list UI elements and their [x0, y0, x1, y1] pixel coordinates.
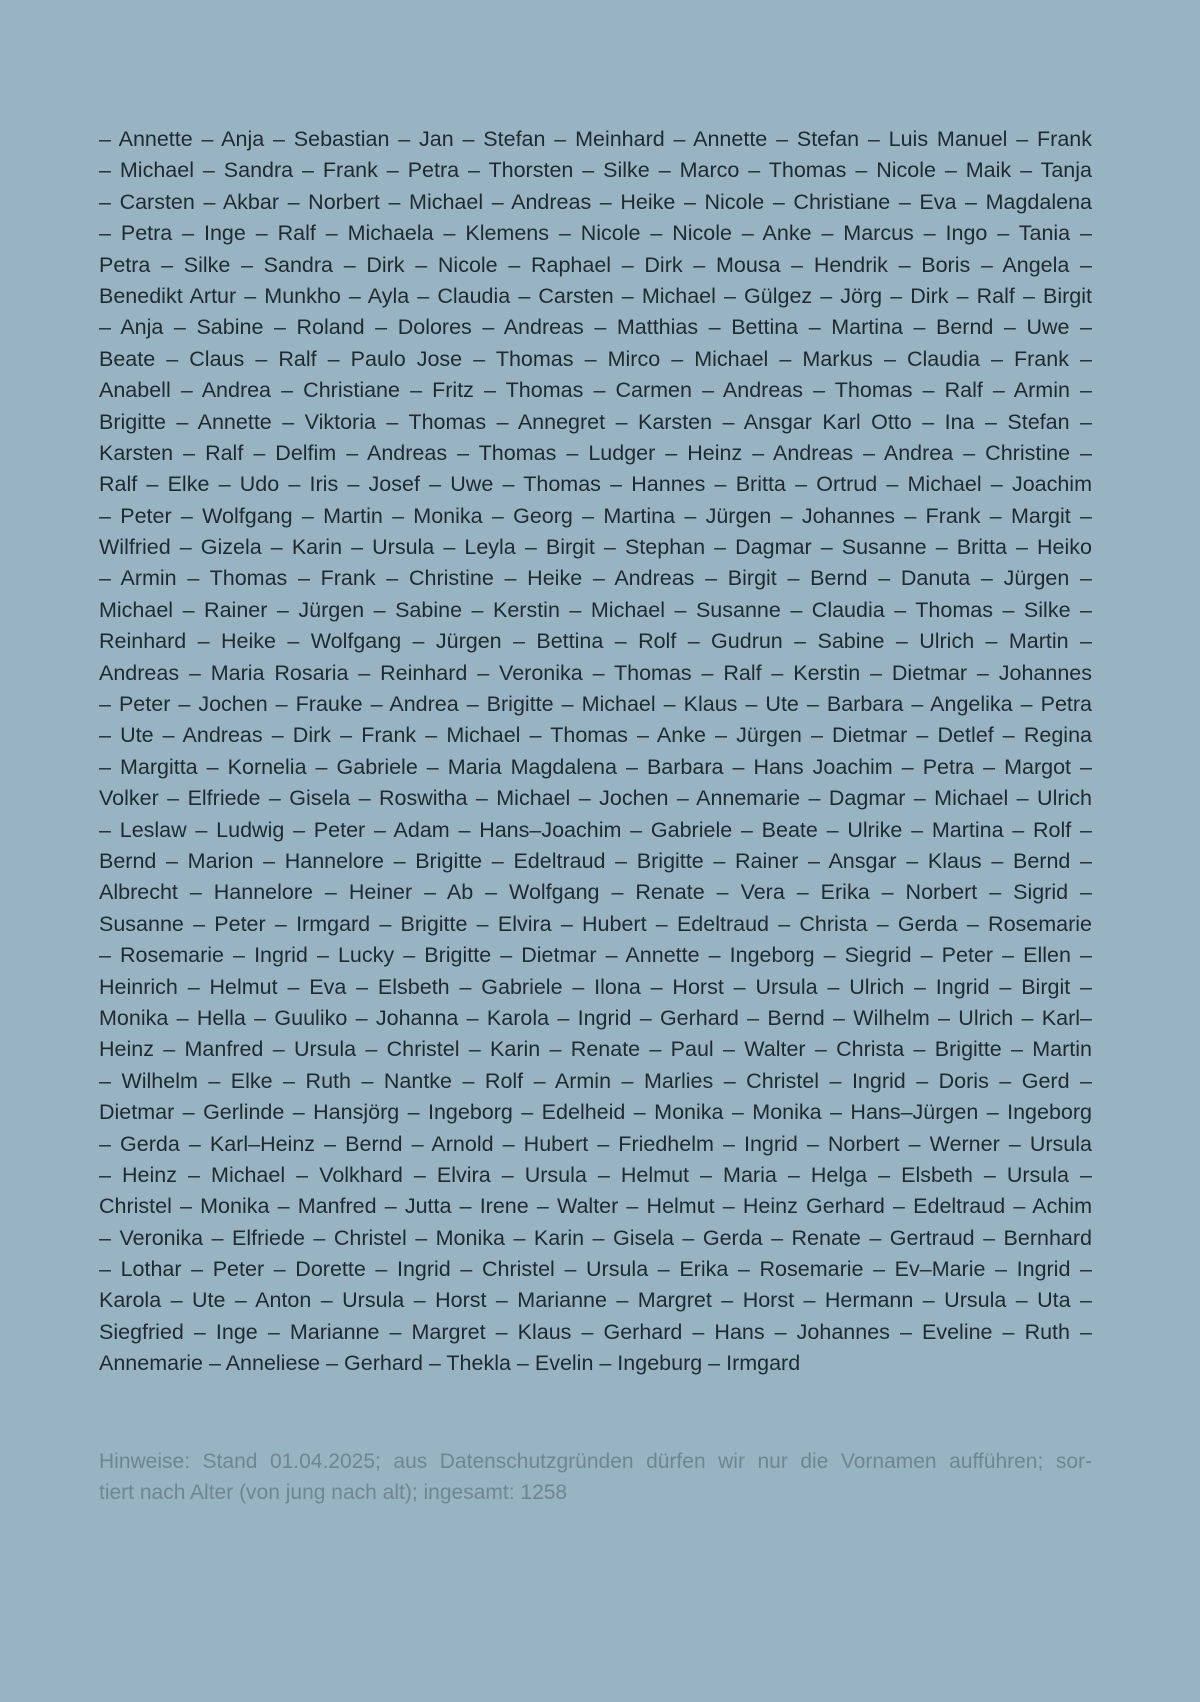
names-line: – Peter – Jochen – Frauke – Andrea – Brigitte – Michael – Klaus – Ute – Barbara – Angelika – Petra [99, 692, 1092, 717]
names-line: – Heinz – Michael – Volkhard – Elvira – Ursula – Helmut – Maria – Helga – Elsbeth – Ursula – [99, 1162, 1092, 1187]
names-line: Michael – Rainer – Jürgen – Sabine – Kerstin – Michael – Susanne – Claudia – Thomas – Silke – [99, 597, 1092, 622]
footnote-line: Hinweise: Stand 01.04.2025; aus Datenschutzgründen dürfen wir nur die Vornamen aufführen; sor- [99, 1450, 1092, 1473]
names-line: Volker – Elfriede – Gisela – Roswitha – Michael – Jochen – Annemarie – Dagmar – Michael – Ulrich [99, 786, 1092, 811]
names-line: Karola – Ute – Anton – Ursula – Horst – Marianne – Margret – Horst – Hermann – Ursula – Uta – [99, 1288, 1092, 1313]
names-line: Dietmar – Gerlinde – Hansjörg – Ingeborg – Edelheid – Monika – Monika – Hans–Jürgen – Ingeborg [99, 1100, 1092, 1125]
names-line: Monika – Hella – Guuliko – Johanna – Karola – Ingrid – Gerhard – Bernd – Wilhelm – Ulrich – Karl– [99, 1005, 1092, 1030]
names-line: Reinhard – Heike – Wolfgang – Jürgen – Bettina – Rolf – Gudrun – Sabine – Ulrich – Martin – [99, 629, 1092, 654]
names-line: Benedikt Artur – Munkho – Ayla – Claudia – Carsten – Michael – Gülgez – Jörg – Dirk – Ralf – Birgit [99, 283, 1092, 308]
names-line: – Annette – Anja – Sebastian – Jan – Stefan – Meinhard – Annette – Stefan – Luis Manuel – Frank [99, 127, 1092, 151]
names-line: – Rosemarie – Ingrid – Lucky – Brigitte – Dietmar – Annette – Ingeborg – Siegrid – Peter – Ellen – [99, 943, 1092, 968]
names-line: – Petra – Inge – Ralf – Michaela – Klemens – Nicole – Nicole – Anke – Marcus – Ingo – Tania – [99, 221, 1092, 246]
names-line: Anabell – Andrea – Christiane – Fritz – Thomas – Carmen – Andreas – Thomas – Ralf – Armin – [99, 378, 1092, 403]
names-line: – Gerda – Karl–Heinz – Bernd – Arnold – Hubert – Friedhelm – Ingrid – Norbert – Werner – Ursula [99, 1131, 1092, 1156]
names-line: – Lothar – Peter – Dorette – Ingrid – Christel – Ursula – Erika – Rosemarie – Ev–Marie – Ingrid – [99, 1257, 1092, 1282]
names-line: Brigitte – Annette – Viktoria – Thomas – Annegret – Karsten – Ansgar Karl Otto – Ina – Stefan – [99, 409, 1092, 434]
names-line: Christel – Monika – Manfred – Jutta – Irene – Walter – Helmut – Heinz Gerhard – Edeltraud – Achim [99, 1194, 1092, 1219]
names-line: Andreas – Maria Rosaria – Reinhard – Veronika – Thomas – Ralf – Kerstin – Dietmar – Johannes [99, 660, 1092, 685]
names-line: – Margitta – Kornelia – Gabriele – Maria Magdalena – Barbara – Hans Joachim – Petra – Margot – [99, 754, 1092, 779]
names-line: Bernd – Marion – Hannelore – Brigitte – Edeltraud – Brigitte – Rainer – Ansgar – Klaus – Bernd – [99, 848, 1092, 873]
footnote [99, 1446, 1092, 1508]
names-line: Siegfried – Inge – Marianne – Margret – Klaus – Gerhard – Hans – Johannes – Eveline – Ruth – [99, 1319, 1092, 1344]
footnote-line: tiert nach Alter (von jung nach alt); ingesamt: 1258 [99, 1481, 568, 1504]
names-line: Heinz – Manfred – Ursula – Christel – Karin – Renate – Paul – Walter – Christa – Brigitte – Martin [99, 1037, 1092, 1062]
names-line: – Veronika – Elfriede – Christel – Monika – Karin – Gisela – Gerda – Renate – Gertraud – Bernhard [99, 1225, 1092, 1250]
names-line: – Anja – Sabine – Roland – Dolores – Andreas – Matthias – Bettina – Martina – Bernd – Uwe – [99, 315, 1092, 340]
names-line: – Leslaw – Ludwig – Peter – Adam – Hans–Joachim – Gabriele – Beate – Ulrike – Martina – Rolf – [99, 817, 1092, 842]
names-line: Albrecht – Hannelore – Heiner – Ab – Wolfgang – Renate – Vera – Erika – Norbert – Sigrid – [99, 880, 1092, 905]
names-line: – Peter – Wolfgang – Martin – Monika – Georg – Martina – Jürgen – Johannes – Frank – Margit – [99, 503, 1092, 528]
names-line: Susanne – Peter – Irmgard – Brigitte – Elvira – Hubert – Edeltraud – Christa – Gerda – Rosemarie [99, 911, 1092, 936]
names-line: Wilfried – Gizela – Karin – Ursula – Leyla – Birgit – Stephan – Dagmar – Susanne – Britta – Heiko [99, 535, 1092, 560]
names-line: Beate – Claus – Ralf – Paulo Jose – Thomas – Mirco – Michael – Markus – Claudia – Frank – [99, 346, 1092, 371]
names-line: Ralf – Elke – Udo – Iris – Josef – Uwe – Thomas – Hannes – Britta – Ortrud – Michael – Joachim [99, 472, 1092, 497]
names-line: – Ute – Andreas – Dirk – Frank – Michael – Thomas – Anke – Jürgen – Dietmar – Detlef – Regina [99, 723, 1092, 748]
names-line: – Armin – Thomas – Frank – Christine – Heike – Andreas – Birgit – Bernd – Danuta – Jürgen – [99, 566, 1092, 591]
names-line: – Wilhelm – Elke – Ruth – Nantke – Rolf – Armin – Marlies – Christel – Ingrid – Doris – Gerd – [99, 1068, 1092, 1093]
names-line: – Carsten – Akbar – Norbert – Michael – Andreas – Heike – Nicole – Christiane – Eva – Magdalena [99, 189, 1092, 214]
names-line: Annemarie – Anneliese – Gerhard – Thekla – Evelin – Ingeburg – Irmgard [99, 1351, 801, 1376]
names-line: – Michael – Sandra – Frank – Petra – Thorsten – Silke – Marco – Thomas – Nicole – Maik – Tanja [99, 158, 1092, 183]
names-list [99, 124, 1092, 1380]
names-line: Karsten – Ralf – Delfim – Andreas – Thomas – Ludger – Heinz – Andreas – Andrea – Christine – [99, 440, 1092, 465]
names-line: Heinrich – Helmut – Eva – Elsbeth – Gabriele – Ilona – Horst – Ursula – Ulrich – Ingrid – Birgit – [99, 974, 1092, 999]
names-line: Petra – Silke – Sandra – Dirk – Nicole – Raphael – Dirk – Mousa – Hendrik – Boris – Angela – [99, 252, 1092, 277]
